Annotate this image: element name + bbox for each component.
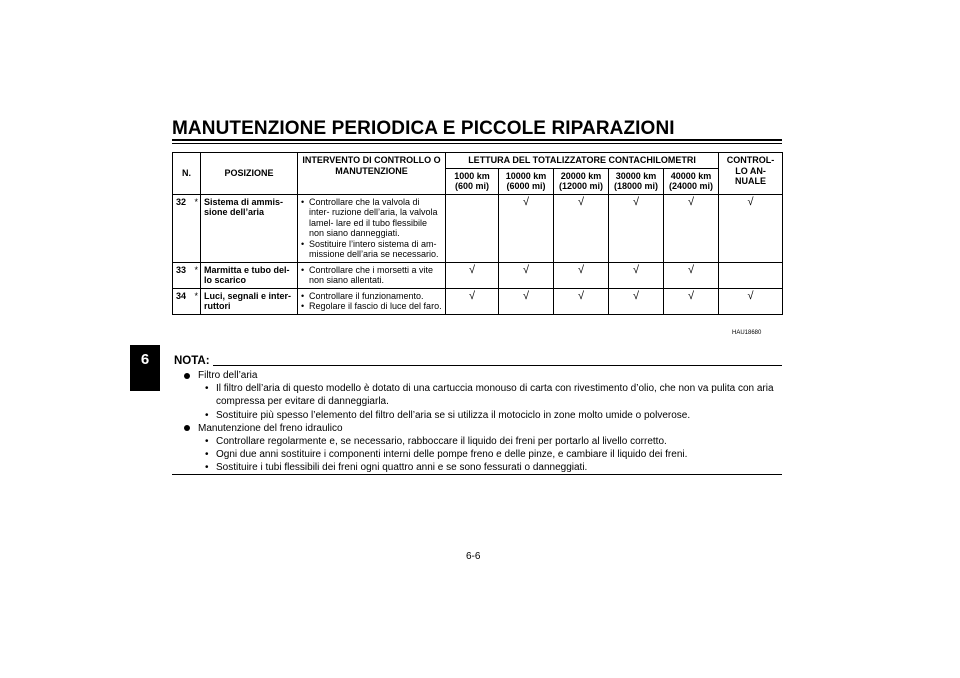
check-cell: √: [499, 262, 554, 288]
nota-bottom-rule: [172, 474, 782, 475]
check-cell: [446, 194, 499, 262]
header-interval: 10000 km (6000 mi): [499, 168, 554, 194]
check-cell: √: [719, 288, 783, 314]
row-number: 33: [173, 262, 192, 288]
check-cell: √: [719, 194, 783, 262]
check-cell: √: [554, 194, 609, 262]
check-cell: √: [554, 262, 609, 288]
table-row: [173, 288, 783, 314]
header-n: N.: [173, 153, 201, 195]
asterisk-mark: *: [192, 194, 201, 262]
action-bullet: • Controllare che i morsetti a vite non siano allentati.: [301, 265, 442, 286]
header-posizione: POSIZIONE: [201, 153, 298, 195]
check-cell: √: [499, 194, 554, 262]
check-cell: [719, 262, 783, 288]
check-cell: √: [609, 194, 664, 262]
check-cell: √: [664, 262, 719, 288]
row-item: Sistema di ammis- sione dell’aria: [201, 194, 298, 262]
note-item: • Controllare regolarmente e, se necessario, rabboccare il liquido dei freni per portarlo al livello corretto.: [176, 435, 782, 448]
row-actions: [298, 288, 446, 314]
action-bullet: • Controllare il funzionamento.: [301, 291, 442, 302]
check-cell: √: [609, 262, 664, 288]
row-item: Luci, segnali e inter- ruttori: [201, 288, 298, 314]
header-lettura: LETTURA DEL TOTALIZZATORE CONTACHILOMETRI: [446, 153, 719, 169]
table-row: [173, 262, 783, 288]
nota-section: [176, 369, 782, 475]
header-interval: 40000 km (24000 mi): [664, 168, 719, 194]
table-row: [173, 194, 783, 262]
document-code: HAU18680: [732, 330, 762, 336]
page-number: 6-6: [466, 551, 481, 562]
asterisk-mark: *: [192, 262, 201, 288]
note-item: • Sostituire più spesso l’elemento del filtro dell’aria se si utilizza il motociclo in zone molto umide o polverose.: [176, 409, 782, 422]
header-intervento: INTERVENTO DI CONTROLLO O MANUTENZIONE: [298, 153, 446, 195]
row-item: Marmitta e tubo del- lo scarico: [201, 262, 298, 288]
action-bullet: • Regolare il fascio di luce del faro.: [301, 301, 442, 312]
row-actions: [298, 194, 446, 262]
check-cell: √: [499, 288, 554, 314]
note-heading: Filtro dell’aria: [176, 369, 782, 382]
table-header-row: [173, 153, 783, 169]
header-interval: 20000 km (12000 mi): [554, 168, 609, 194]
check-cell: √: [664, 194, 719, 262]
action-bullet: • Sostituire l’intero sistema di am- missione dell’aria se necessario.: [301, 239, 442, 260]
title-rule: [172, 139, 782, 141]
action-bullet: • Controllare che la valvola di inter- ruzione dell’aria, la valvola lamel- lare ed il tubo flessibile non siano danneggiati.: [301, 197, 442, 239]
page-title: MANUTENZIONE PERIODICA E PICCOLE RIPARAZIONI: [172, 118, 675, 139]
check-cell: √: [664, 288, 719, 314]
header-annuale: CONTROL- LO AN- NUALE: [719, 153, 783, 195]
nota-rule: [213, 365, 782, 366]
check-cell: √: [446, 288, 499, 314]
asterisk-mark: *: [192, 288, 201, 314]
row-number: 32: [173, 194, 192, 262]
note-heading: Manutenzione del freno idraulico: [176, 422, 782, 435]
chapter-tab: 6: [130, 345, 160, 391]
header-interval: 1000 km (600 mi): [446, 168, 499, 194]
note-item: • Il filtro dell’aria di questo modello è dotato di una cartuccia monouso di carta con rivestimento d’olio, che non va pulita con aria compressa per evitare di danneggiarla.: [176, 382, 782, 408]
row-actions: [298, 262, 446, 288]
check-cell: √: [609, 288, 664, 314]
check-cell: √: [446, 262, 499, 288]
title-rule-thin: [172, 143, 782, 144]
check-cell: √: [554, 288, 609, 314]
header-interval: 30000 km (18000 mi): [609, 168, 664, 194]
row-number: 34: [173, 288, 192, 314]
note-item: • Sostituire i tubi flessibili dei freni ogni quattro anni e se sono fessurati o danneggiati.: [176, 461, 782, 474]
maintenance-table: [172, 152, 783, 315]
nota-label: NOTA:: [174, 355, 210, 367]
note-item: • Ogni due anni sostituire i componenti interni delle pompe freno e delle pinze, e cambiare il liquido dei freni.: [176, 448, 782, 461]
